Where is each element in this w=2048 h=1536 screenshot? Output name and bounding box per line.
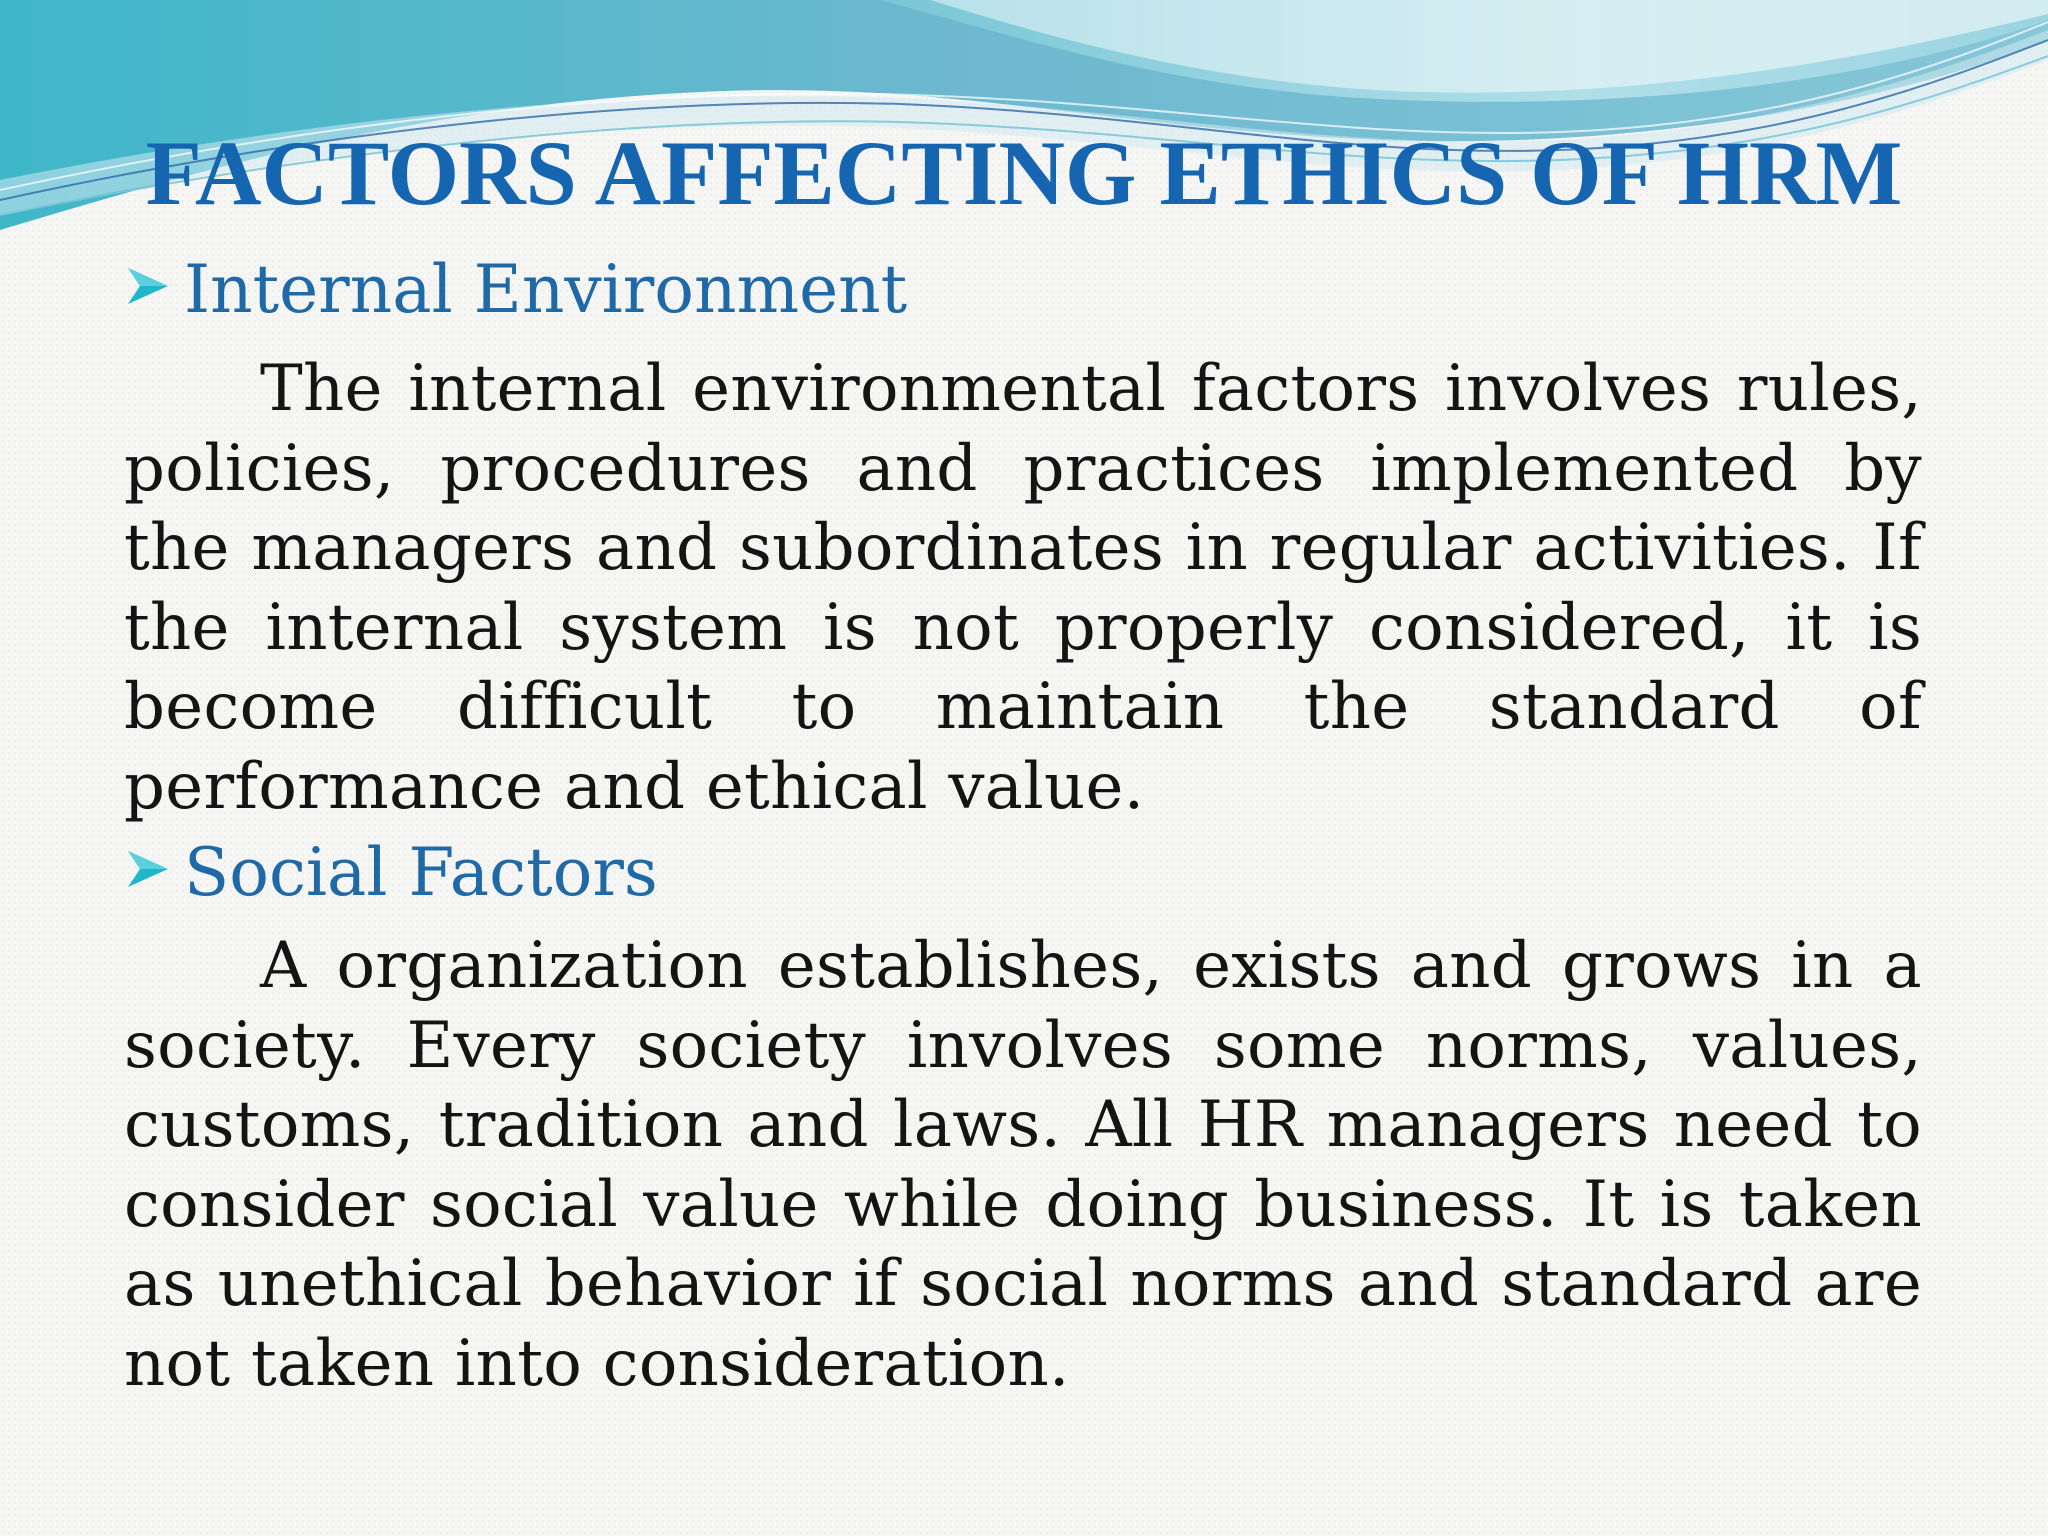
section-body-social-factors: A organization establishes, exists and grows in a society. Every society involves some norms, values, customs, tradition and laws. All HR managers need to consider social value while doing business. It is taken as unethical behavior if social norms and standard are not taken into consideration. [124, 929, 1922, 1401]
section-body-internal-environment: The internal environmental factors involves rules, policies, procedures and practices implemented by the managers and subordinates in regular activities. If the internal system is not properly considered, it is become difficult to maintain the standard of performance and ethical value. [124, 352, 1922, 824]
arrow-bullet-icon [124, 837, 182, 897]
section-heading-internal-environment [124, 250, 1922, 330]
section-heading-label: Social Factors [184, 834, 658, 911]
section-heading-social-factors [124, 833, 1922, 913]
arrow-bullet-icon [124, 254, 182, 314]
section-heading-label: Internal Environment [184, 251, 908, 328]
slide-title: FACTORS AFFECTING ETHICS OF HRM [145, 122, 1903, 224]
slide-content [124, 250, 1922, 1404]
